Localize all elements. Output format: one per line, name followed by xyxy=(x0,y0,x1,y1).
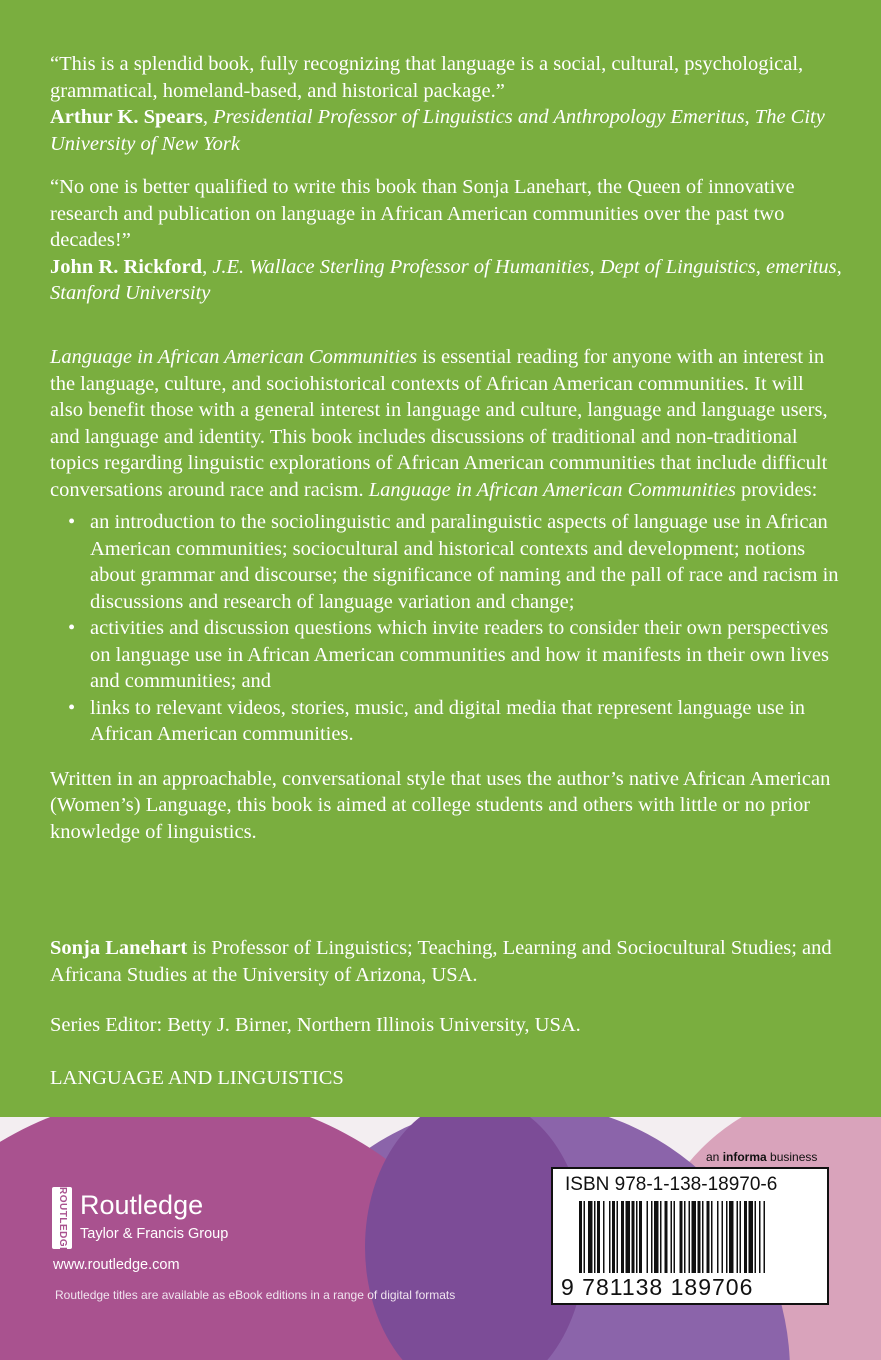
barcode-bar xyxy=(764,1201,766,1273)
barcode-bar xyxy=(759,1201,761,1273)
list-item-text: links to relevant videos, stories, music, and digital media that represent language use in African American communities. xyxy=(90,696,806,745)
barcode-bar xyxy=(755,1201,757,1273)
barcode-bar xyxy=(674,1201,676,1273)
bullet-icon: • xyxy=(68,617,76,639)
quote-author: Arthur K. Spears xyxy=(50,106,203,128)
barcode-bar xyxy=(603,1201,605,1273)
barcode-bar xyxy=(639,1201,642,1273)
book-title-italic: Language in African American Communities xyxy=(368,478,736,501)
barcode-bar xyxy=(692,1201,697,1273)
barcode-bar xyxy=(579,1201,582,1273)
quote-rickford xyxy=(50,174,850,307)
barcode-bar xyxy=(689,1201,691,1273)
publisher-name: Routledge xyxy=(80,1190,204,1220)
quote-text: “This is a splendid book, fully recognizing that language is a social, cultural, psychological, grammatical, homeland-based, and historical package.” xyxy=(50,53,804,102)
ebook-note: Routledge titles are available as eBook editions in a range of digital formats xyxy=(55,1288,456,1302)
routledge-logo-icon xyxy=(52,1187,72,1255)
list-item xyxy=(50,615,840,695)
list-item-text: activities and discussion questions which invite readers to consider their own perspectives on language use in African American communities and how it manifests in their own lives and communities; and xyxy=(90,617,829,692)
book-title-italic: Language in African American Communities xyxy=(50,346,418,368)
barcode-bar xyxy=(749,1201,754,1273)
quote-attribution: John R. Rickford, J.E. Wallace Sterling Professor of Humanities, Dept of Linguistics, emeritus, Stanford University xyxy=(50,255,842,304)
barcode-bar xyxy=(594,1201,596,1273)
subject-category: LANGUAGE AND LINGUISTICS xyxy=(50,1067,344,1089)
barcode-bar xyxy=(717,1201,719,1273)
book-description xyxy=(50,344,840,845)
quote-affiliation: Presidential Professor of Linguistics and Anthropology Emeritus, The City University of New York xyxy=(50,106,825,155)
barcode-icon xyxy=(553,1201,827,1276)
informa-prefix: an xyxy=(706,1150,723,1164)
isbn-label: ISBN 978-1-138-18970-6 xyxy=(565,1174,778,1195)
list-item-text: an introduction to the sociolinguistic and paralinguistic aspects of language use in African American communities; sociocultural and historical contexts and development; notions about grammar and discourse; the significance of naming and the pall of race and racism in discussions and research of language variation and change; xyxy=(90,511,839,613)
barcode-bar xyxy=(737,1201,739,1273)
barcode-bar xyxy=(660,1201,662,1273)
barcode-bar xyxy=(609,1201,611,1273)
publisher-group: Taylor & Francis Group xyxy=(80,1226,229,1242)
routledge-vertical-text: ROUTLEDGE xyxy=(57,1187,68,1255)
barcode-bar xyxy=(647,1201,649,1273)
barcode-digits: 9 781138 189706 xyxy=(561,1274,754,1300)
barcode-bar xyxy=(665,1201,668,1273)
barcode-bar xyxy=(744,1201,747,1273)
barcode-bar xyxy=(626,1201,631,1273)
barcode-bar xyxy=(707,1201,710,1273)
informa-suffix: business xyxy=(766,1150,818,1164)
author-bio xyxy=(50,935,850,988)
barcode-bar xyxy=(612,1201,615,1273)
barcode-bar xyxy=(617,1201,619,1273)
publisher-url[interactable]: www.routledge.com xyxy=(53,1257,180,1273)
barcode-bar xyxy=(621,1201,624,1273)
series-editor: Series Editor: Betty J. Birner, Northern Illinois University, USA. xyxy=(50,1014,581,1036)
description-text: is essential reading for anyone with an interest in the language, culture, and sociohistorical contexts of African American communities. It will also benefit those with a general interest in language and culture, language and language users, and language and identity. This book includes discussions of traditional and non-traditional topics regarding linguistic explorations of African American communities that include difficult conversations around race and racism. xyxy=(50,346,828,501)
bullet-icon: • xyxy=(68,511,76,533)
barcode-bar xyxy=(584,1201,586,1273)
barcode-bar xyxy=(632,1201,635,1273)
barcode-bar xyxy=(722,1201,724,1273)
barcode-bar xyxy=(636,1201,638,1273)
bullet-icon: • xyxy=(68,696,76,719)
barcode-bar xyxy=(726,1201,728,1273)
barcode-box xyxy=(551,1167,829,1305)
quote-affiliation: J.E. Wallace Sterling Professor of Humanities, Dept of Linguistics, emeritus, Stanford University xyxy=(50,255,842,304)
feature-list xyxy=(50,509,840,748)
description-intro xyxy=(50,344,840,503)
barcode-bar xyxy=(680,1201,683,1273)
barcode-bar xyxy=(671,1201,673,1273)
barcode-bar xyxy=(740,1201,742,1273)
author-bio-text: is Professor of Linguistics; Teaching, Learning and Sociocultural Studies; and Africana Studies at the University of Arizona, USA. xyxy=(50,937,832,986)
style-paragraph: Written in an approachable, conversational style that uses the author’s native African American (Women’s) Language, this book is aimed at college students and others with little or no prior knowledge of linguistics. xyxy=(50,767,831,843)
description-provides: provides: xyxy=(735,478,818,501)
list-item xyxy=(50,509,840,615)
informa-brand: informa xyxy=(722,1150,767,1164)
author-name: Sonja Lanehart xyxy=(50,937,188,959)
barcode-bar xyxy=(702,1201,704,1273)
informa-tagline xyxy=(706,1150,817,1164)
barcode-bar xyxy=(654,1201,659,1273)
quote-spears xyxy=(50,51,850,157)
quote-attribution: Arthur K. Spears, Presidential Professor of Linguistics and Anthropology Emeritus, The City University of New York xyxy=(50,106,825,155)
quote-text: “No one is better qualified to write this book than Sonja Lanehart, the Queen of innovative research and publication on language in African American communities over the past two decades!” xyxy=(50,176,795,251)
barcode-bar xyxy=(711,1201,713,1273)
barcode-bar xyxy=(729,1201,734,1273)
barcode-bar xyxy=(651,1201,653,1273)
quote-author: John R. Rickford xyxy=(50,255,203,278)
list-item xyxy=(50,695,840,748)
barcode-bar xyxy=(698,1201,701,1273)
barcode-bar xyxy=(588,1201,593,1273)
barcode-bar xyxy=(597,1201,600,1273)
barcode-bar xyxy=(684,1201,686,1273)
